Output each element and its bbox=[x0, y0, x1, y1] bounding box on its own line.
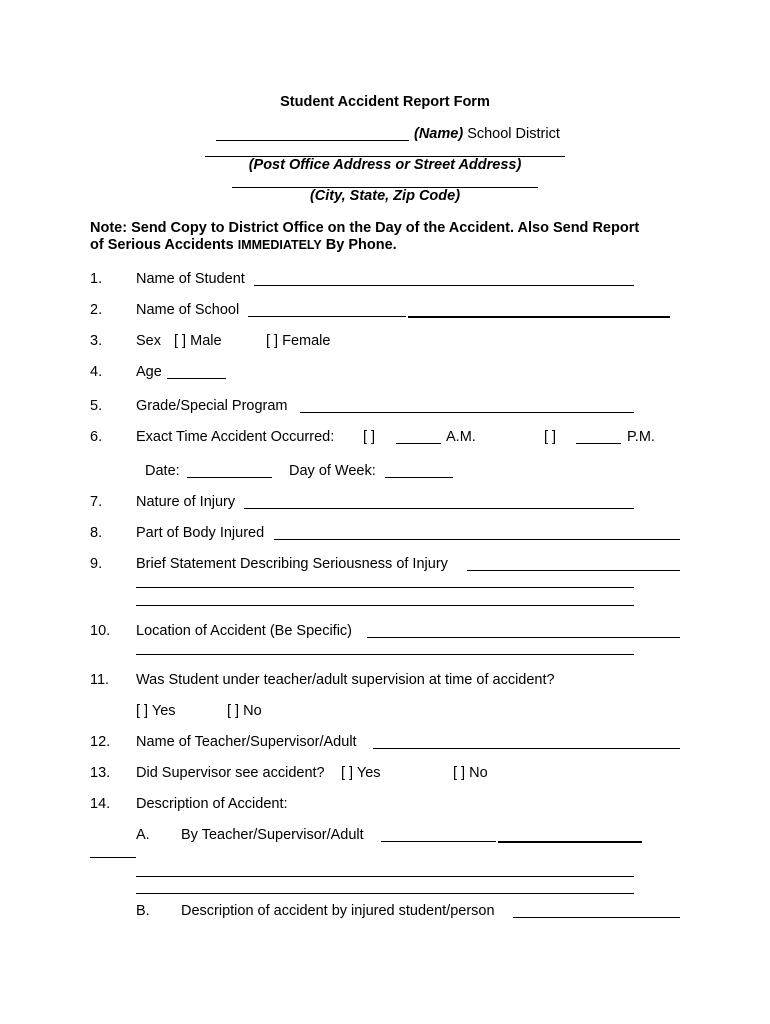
item-number: 10. bbox=[90, 623, 111, 639]
location-field-line-2[interactable] bbox=[136, 654, 634, 655]
teacher-description-line-3[interactable] bbox=[136, 893, 634, 894]
am-time-field[interactable] bbox=[396, 443, 441, 444]
supervision-yes-checkbox[interactable]: [ ] Yes bbox=[136, 703, 176, 719]
am-checkbox[interactable]: [ ] bbox=[363, 429, 376, 445]
seriousness-field-line-3[interactable] bbox=[136, 605, 634, 606]
day-of-week-field[interactable] bbox=[385, 477, 453, 478]
location-label: Location of Accident (Be Specific) bbox=[136, 623, 353, 639]
district-name-field[interactable] bbox=[216, 140, 409, 141]
pm-checkbox[interactable]: [ ] bbox=[544, 429, 557, 445]
item-number: 14. bbox=[90, 796, 111, 812]
item-number: 4. bbox=[90, 364, 103, 380]
sub-item-letter: B. bbox=[136, 903, 150, 919]
form-title: Student Accident Report Form bbox=[280, 94, 490, 110]
district-name-row bbox=[414, 126, 560, 142]
am-label: A.M. bbox=[446, 429, 476, 445]
injury-nature-label: Nature of Injury bbox=[136, 494, 236, 510]
district-suffix: School District bbox=[467, 126, 560, 142]
supervisor-saw-yes-checkbox[interactable]: [ ] Yes bbox=[341, 765, 381, 781]
school-name-label: Name of School bbox=[136, 302, 240, 318]
day-of-week-label: Day of Week: bbox=[289, 463, 376, 479]
school-name-field-extension[interactable] bbox=[408, 316, 670, 318]
city-label: (City, State, Zip Code) bbox=[309, 188, 461, 204]
address-label: (Post Office Address or Street Address) bbox=[248, 157, 522, 173]
student-name-label: Name of Student bbox=[136, 271, 245, 287]
note-line-1: Note: Send Copy to District Office on the Day of the Accident. Also Send Report bbox=[90, 220, 640, 236]
note bbox=[90, 220, 690, 254]
district-name-label: (Name) bbox=[414, 126, 464, 142]
location-field[interactable] bbox=[367, 637, 680, 638]
item-number: 5. bbox=[90, 398, 103, 414]
seriousness-field-line-2[interactable] bbox=[136, 587, 634, 588]
accident-time-label: Exact Time Accident Occurred: bbox=[136, 429, 335, 445]
male-checkbox[interactable]: [ ] Male bbox=[174, 333, 222, 349]
injury-nature-field[interactable] bbox=[244, 508, 634, 509]
teacher-description-line-2[interactable] bbox=[136, 876, 634, 877]
female-checkbox[interactable]: [ ] Female bbox=[266, 333, 331, 349]
pm-label: P.M. bbox=[627, 429, 655, 445]
teacher-description-label: By Teacher/Supervisor/Adult bbox=[181, 827, 364, 843]
item-number: 2. bbox=[90, 302, 103, 318]
supervisor-name-label: Name of Teacher/Supervisor/Adult bbox=[136, 734, 357, 750]
item-number: 13. bbox=[90, 765, 111, 781]
date-label: Date: bbox=[145, 463, 180, 479]
pm-time-field[interactable] bbox=[576, 443, 621, 444]
item-number: 9. bbox=[90, 556, 103, 572]
item-number: 12. bbox=[90, 734, 111, 750]
school-name-field[interactable] bbox=[248, 316, 406, 317]
item-number: 6. bbox=[90, 429, 103, 445]
grade-field[interactable] bbox=[300, 412, 634, 413]
sub-item-letter: A. bbox=[136, 827, 150, 843]
supervisor-saw-no-checkbox[interactable]: [ ] No bbox=[453, 765, 488, 781]
teacher-description-field-extension[interactable] bbox=[498, 841, 642, 843]
supervisor-name-field[interactable] bbox=[373, 748, 680, 749]
item-number: 11. bbox=[90, 672, 110, 688]
student-name-field[interactable] bbox=[254, 285, 634, 286]
description-heading: Description of Accident: bbox=[136, 796, 288, 812]
note-line-2: of Serious Accidents IMMEDIATELY By Phone. bbox=[90, 237, 397, 253]
supervision-no-checkbox[interactable]: [ ] No bbox=[227, 703, 262, 719]
supervisor-saw-question: Did Supervisor see accident? bbox=[136, 765, 325, 781]
date-field[interactable] bbox=[187, 477, 272, 478]
item-number: 8. bbox=[90, 525, 103, 541]
body-part-field[interactable] bbox=[274, 539, 680, 540]
seriousness-field[interactable] bbox=[467, 570, 680, 571]
supervision-question: Was Student under teacher/adult supervision at time of accident? bbox=[136, 672, 555, 688]
age-field[interactable] bbox=[167, 378, 226, 379]
grade-label: Grade/Special Program bbox=[136, 398, 288, 414]
item-number: 1. bbox=[90, 271, 103, 287]
sex-label: Sex bbox=[136, 333, 161, 349]
student-description-label: Description of accident by injured student/person bbox=[181, 903, 495, 919]
item-number: 7. bbox=[90, 494, 103, 510]
student-description-field[interactable] bbox=[513, 917, 680, 918]
item-number: 3. bbox=[90, 333, 103, 349]
body-part-label: Part of Body Injured bbox=[136, 525, 265, 541]
teacher-description-wrap-line[interactable] bbox=[90, 857, 136, 858]
age-label: Age bbox=[136, 364, 162, 380]
teacher-description-field[interactable] bbox=[381, 841, 496, 842]
seriousness-label: Brief Statement Describing Seriousness of Injury bbox=[136, 556, 448, 572]
